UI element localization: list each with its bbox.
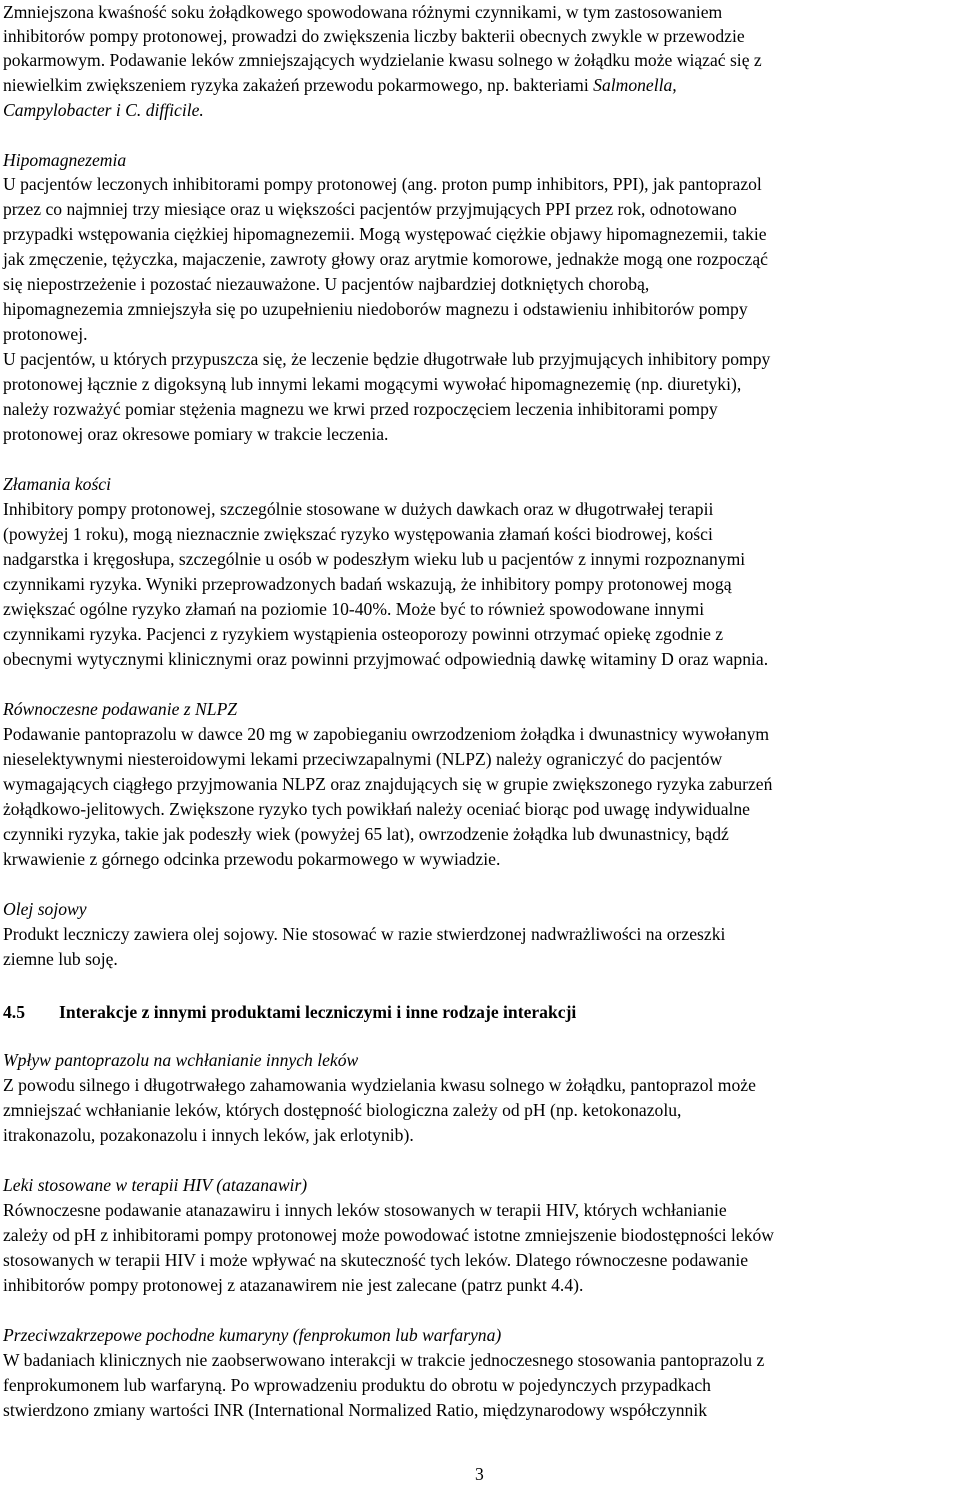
text-line: stwierdzono zmiany wartości INR (International Normalized Ratio, międzynarodowy współczynnik — [3, 1400, 708, 1420]
text-line: czynnikami ryzyka. Wyniki przeprowadzonych badań wskazują, że inhibitory pompy protonowej mogą — [3, 574, 732, 594]
section-heading: Przeciwzakrzepowe pochodne kumaryny (fenprokumon lub warfaryna) — [3, 1325, 502, 1345]
section-heading: Hipomagnezemia — [3, 150, 127, 170]
section-heading: Równoczesne podawanie z NLPZ — [3, 699, 238, 719]
text-line: jak zmęczenie, tężyczka, majaczenie, zawroty głowy oraz arytmie komorowe, jednakże mogą one rozpocząć — [3, 249, 768, 269]
text-line: U pacjentów leczonych inhibitorami pompy protonowej (ang. proton pump inhibitors, PPI), jak pantoprazol — [3, 174, 762, 194]
text-line: krwawienie z górnego odcinka przewodu pokarmowego w wywiadzie. — [3, 849, 501, 869]
section-title-text: Interakcje z innymi produktami leczniczymi i inne rodzaje interakcji — [59, 1002, 577, 1022]
text-line: obecnymi wytycznymi klinicznymi oraz powinni przyjmować odpowiednią dawkę witaminy D oraz wapnia. — [3, 649, 769, 669]
text-line: stosowanych w terapii HIV i może wpływać na skuteczność tych leków. Dlatego równoczesne podawanie — [3, 1250, 749, 1270]
text-line: ziemne lub soję. — [3, 949, 118, 969]
section-title-4-5 — [3, 1000, 576, 1024]
page-number: 3 — [475, 1464, 484, 1484]
text-line: Podawanie pantoprazolu w dawce 20 mg w zapobieganiu owrzodzeniom żołądka i dwunastnicy wywołanym — [3, 724, 770, 744]
text-line: wymagających ciągłego przyjmowania NLPZ oraz znajdujących się w grupie zwiększonego ryzyka zaburzeń — [3, 774, 773, 794]
text-line: W badaniach klinicznych nie zaobserwowano interakcji w trakcie jednoczesnego stosowania pantoprazolu z — [3, 1350, 765, 1370]
text-line: nieselektywnymi niesteroidowymi lekami przeciwzapalnymi (NLPZ) należy ograniczyć do pacjentów — [3, 749, 723, 769]
section-heading: Złamania kości — [3, 474, 112, 494]
text-line: Równoczesne podawanie atanazawiru i innych leków stosowanych w terapii HIV, których wchłanianie — [3, 1200, 727, 1220]
text-line: przez co najmniej trzy miesiące oraz u większości pacjentów przyjmujących PPI przez rok, odnotowano — [3, 199, 737, 219]
text-line: należy rozważyć pomiar stężenia magnezu we krwi przed rozpoczęciem leczenia inhibitorami pompy — [3, 399, 718, 419]
text-line: (powyżej 1 roku), mogą nieznacznie zwiększać ryzyko występowania złamań kości biodrowej, kości — [3, 524, 713, 544]
text-line: się niepostrzeżenie i pozostać niezauważone. U pacjentów najbardziej dotkniętych chorobą, — [3, 274, 650, 294]
text-line — [3, 73, 677, 97]
text-line: Inhibitory pompy protonowej, szczególnie stosowane w dużych dawkach oraz w długotrwałej terapii — [3, 499, 714, 519]
text-line: przypadki wstępowania ciężkiej hipomagnezemii. Mogą występować ciężkie objawy hipomagnezemii, takie — [3, 224, 767, 244]
text-line: Produkt leczniczy zawiera olej sojowy. Nie stosować w razie stwierdzonej nadwrażliwości na orzeszki — [3, 924, 726, 944]
text-line: itrakonazolu, pozakonazolu i innych leków, jak erlotynib). — [3, 1125, 414, 1145]
text-line: fenprokumonem lub warfaryną. Po wprowadzeniu produktu do obrotu w pojedynczych przypadkach — [3, 1375, 711, 1395]
text-line: czynnikami ryzyka. Pacjenci z ryzykiem wystąpienia osteoporozy powinni otrzymać opiekę zgodnie z — [3, 624, 724, 644]
text-line: czynniki ryzyka, takie jak podeszły wiek (powyżej 65 lat), owrzodzenie żołądka lub dwunastnicy, bądź — [3, 824, 729, 844]
text-segment: niewielkim zwiększeniem ryzyka zakażeń przewodu pokarmowego, np. bakteriami — [3, 75, 594, 95]
text-line: zmniejszać wchłanianie leków, których dostępność biologiczna zależy od pH (np. ketokonazolu, — [3, 1100, 682, 1120]
text-line: zwiększać ogólne ryzyko złamań na poziomie 10-40%. Może być to również spowodowane innymi — [3, 599, 705, 619]
text-line: pokarmowym. Podawanie leków zmniejszających wydzielanie kwasu solnego w żołądku może wiązać się z — [3, 50, 762, 70]
section-heading: Leki stosowane w terapii HIV (atazanawir) — [3, 1175, 308, 1195]
italic-term-line: Campylobacter i C. difficile. — [3, 100, 204, 120]
text-line: inhibitorów pompy protonowej z atazanawirem nie jest zalecane (patrz punkt 4.4). — [3, 1275, 584, 1295]
section-heading: Wpływ pantoprazolu na wchłanianie innych leków — [3, 1050, 359, 1070]
section-heading: Olej sojowy — [3, 899, 87, 919]
text-line: inhibitorów pompy protonowej, prowadzi do zwiększenia liczby bakterii obecnych zwykle w przewodzie — [3, 26, 745, 46]
text-line: hipomagnezemia zmniejszyła się po uzupełnieniu niedoborów magnezu i odstawieniu inhibitorów pompy — [3, 299, 748, 319]
text-line: zależy od pH z inhibitorami pompy protonowej może powodować istotne zmniejszenie biodostępności leków — [3, 1225, 775, 1245]
text-line: U pacjentów, u których przypuszcza się, że leczenie będzie długotrwałe lub przyjmujących inhibitory pompy — [3, 349, 771, 369]
section-number: 4.5 — [3, 1002, 25, 1022]
text-line: protonowej. — [3, 324, 88, 344]
text-line: protonowej oraz okresowe pomiary w trakcie leczenia. — [3, 424, 389, 444]
text-line: Z powodu silnego i długotrwałego zahamowania wydzielania kwasu solnego w żołądku, pantoprazol może — [3, 1075, 756, 1095]
text-line: protonowej łącznie z digoksyną lub innymi lekami mogącymi wywołać hipomagnezemię (np. diuretyki), — [3, 374, 742, 394]
text-line: żołądkowo-jelitowych. Zwiększone ryzyko tych powikłań należy oceniać biorąc pod uwagę indywidualne — [3, 799, 750, 819]
italic-term: Salmonella, — [593, 75, 677, 95]
text-line: nadgarstka i kręgosłupa, szczególnie u osób w podeszłym wieku lub u pacjentów z innymi rozpoznanymi — [3, 549, 746, 569]
text-line: Zmniejszona kwaśność soku żołądkowego spowodowana różnymi czynnikami, w tym zastosowaniem — [3, 2, 723, 22]
